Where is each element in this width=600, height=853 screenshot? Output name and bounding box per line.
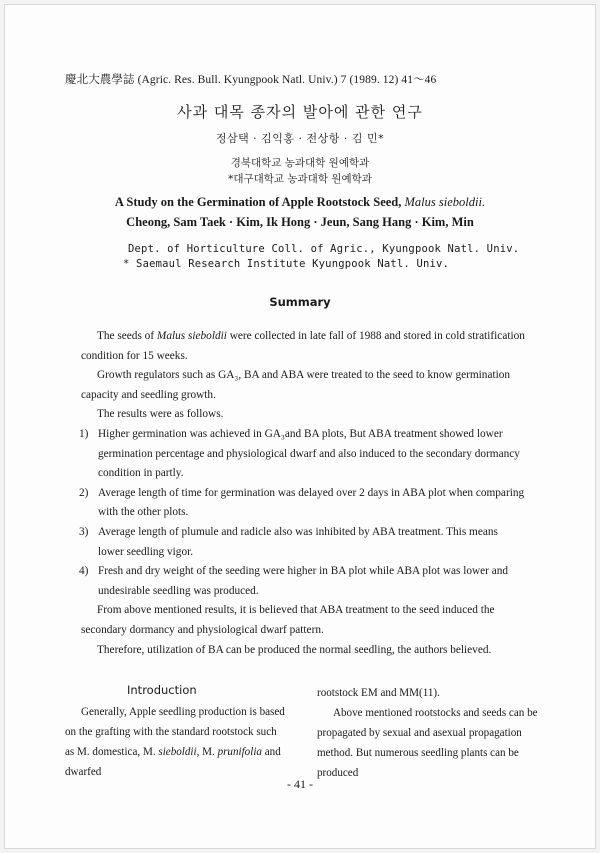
summary-p1-text-b: were collected in late fall of 1988 and stored in cold stratification condition for 15 weeks.: [81, 330, 525, 362]
summary-paragraph-4: From above mentioned results, it is believed that ABA treatment to the seed induced the secondary dormancy and physiological dwarf pattern.: [81, 604, 495, 636]
intro-right-column: [317, 683, 539, 783]
intro-left-text-a: Generally, Apple seedling production is based on the grafting with the standard rootstock such as M. domestica, M.: [65, 706, 285, 758]
intro-right-paragraph: Above mentioned rootstocks and seeds can be propagated by sexual and asexual propagation method. But numerous seedling plants can be produced: [317, 707, 538, 779]
result-item-4: [81, 562, 525, 601]
result-item-2: [81, 484, 525, 523]
summary-p1-species: Malus sieboldii: [156, 330, 227, 342]
result-item-1: [81, 425, 525, 484]
english-title: [5, 195, 595, 210]
result-item-text: Higher germination was achieved in GA₃and BA plots, But ABA treatment showed lower germination percentage and physiological dwarf and also induced to the secondary dormancy condition in partly.: [98, 427, 520, 480]
summary-paragraph-5: Therefore, utilization of BA can be produced the normal seedling, the authors believed.: [97, 643, 492, 656]
summary-paragraph-3: The results were as follows.: [97, 408, 224, 421]
korean-authors: 정삼택 · 김익홍 · 전상항 · 김 민*: [215, 132, 385, 145]
korean-affiliation-1: 경북대학교 농과대학 원예학과: [230, 157, 370, 169]
summary-p1-text-a: The seeds of: [97, 330, 157, 342]
summary-heading: Summary: [269, 295, 331, 309]
summary-body: [81, 327, 525, 660]
english-title-species: Malus sieboldii.: [404, 195, 486, 209]
result-item-number: 4): [79, 565, 89, 578]
summary-paragraph-1: [81, 327, 525, 366]
result-item-text: Average length of plumule and radicle also was inhibited by ABA treatment. This means lower seedling vigor.: [98, 525, 498, 558]
intro-left-text-b: , M.: [196, 746, 218, 758]
english-affiliation-2: * Saemaul Research Institute Kyungpook Natl. Univ.: [123, 258, 450, 270]
english-authors: Cheong, Sam Taek · Kim, Ik Hong · Jeun, Sang Hang · Kim, Min: [126, 215, 474, 229]
english-affiliation-1: Dept. of Horticulture Coll. of Agric., Kyungpook Natl. Univ.: [128, 243, 520, 255]
korean-affiliation-2: *대구대학교 농과대학 원예학과: [228, 173, 372, 185]
intro-right-line-1: rootstock EM and MM(11).: [317, 687, 440, 699]
paper-page: [4, 4, 596, 849]
intro-left-column: [65, 702, 287, 782]
result-item-number: 3): [79, 525, 89, 538]
result-item-text: Average length of time for germination was delayed over 2 days in ABA plot when comparing with the other plots.: [98, 486, 525, 519]
result-item-3: [81, 523, 525, 562]
result-item-number: 2): [79, 486, 89, 499]
summary-paragraph-2: Growth regulators such as GA₃, BA and ABA were treated to the seed to know germination capacity and seedling growth.: [81, 369, 511, 401]
english-title-main: A Study on the Germination of Apple Rootstock Seed,: [114, 195, 405, 209]
page-number: - 41 -: [287, 777, 313, 791]
result-item-number: 1): [79, 427, 89, 440]
journal-header: 慶北大農學誌 (Agric. Res. Bull. Kyungpook Natl. Univ.) 7 (1989. 12) 41〜46: [65, 74, 437, 86]
introduction-heading: Introduction: [127, 683, 197, 697]
intro-left-species-1: sieboldii: [158, 746, 197, 758]
intro-left-species-2: prunifolia: [217, 746, 262, 758]
result-item-text: Fresh and dry weight of the seeding were higher in BA plot while ABA plot was lower and undesirable seedling was produced.: [98, 565, 509, 597]
intro-left-text-c: and dwarfed: [65, 746, 281, 778]
intro-left-paragraph: [65, 702, 287, 782]
korean-title: 사과 대목 종자의 발아에 관한 연구: [177, 103, 423, 121]
